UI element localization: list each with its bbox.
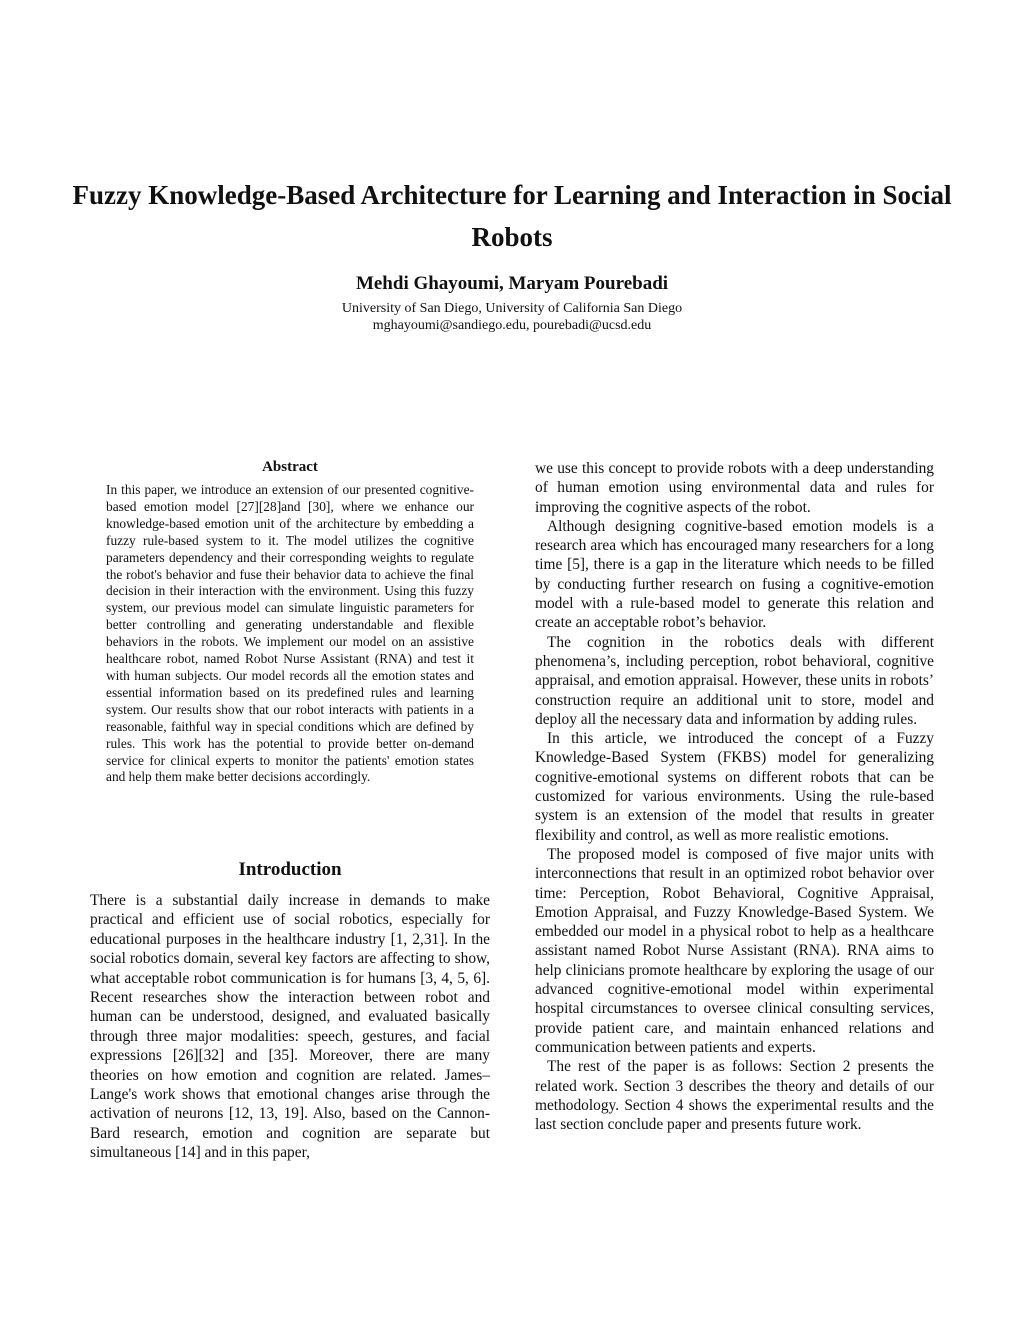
introduction-paragraph-2: Although designing cognitive-based emotion models is a research area which has encouraged many researchers for a long time [5], there is a gap in the literature which needs to be filled by conducting further research on fusing a cognitive-emotion model with a rule-based model to generate this relation and create an acceptable robot’s behavior.	[535, 517, 934, 632]
paper-title: Fuzzy Knowledge-Based Architecture for Learning and Interaction in Social Robots	[72, 180, 952, 252]
introduction-heading: Introduction	[238, 859, 342, 880]
introduction-paragraph-5: The proposed model is composed of five major units with interconnections that result in an optimized robot behavior over time: Perception, Robot Behavioral, Cognitive Appraisal, Emotion Appraisal, and Fuzzy Knowledge-Based System. We embedded our model in a physical robot to help as a healthcare assistant named Robot Nurse Assistant (RNA). RNA aims to help clinicians promote healthcare by exploring the usage of our advanced cognitive-emotional model within experimental hospital circumstances to oversee clinical consulting services, provide patient care, and maintain enhanced relations and communication between patients and experts.	[535, 845, 934, 1056]
introduction-paragraph-1-continued: we use this concept to provide robots with a deep understanding of human emotion using environmental data and rules for improving the cognitive aspects of the robot.	[535, 460, 934, 516]
right-column	[535, 459, 934, 1134]
abstract-heading: Abstract	[262, 459, 318, 475]
introduction-paragraph-1: There is a substantial daily increase in demands to make practical and efficient use of social robotics, especially for educational purposes in the healthcare industry [1, 2,31]. In the social robotics domain, several key factors are affecting to show, what acceptable robot communication is for humans [3, 4, 5, 6]. Recent researches show the interaction between robot and human can be understood, designed, and evaluated basically through three major modalities: speech, gestures, and facial expressions [26][32] and [35]. Moreover, there are many theories on how emotion and cognition are related. James–Lange's work shows that emotional changes arise through the activation of neurons [12, 13, 19]. Also, based on the Cannon-Bard research, emotion and cognition are separate but simultaneous [14] and in this paper,	[90, 892, 490, 1162]
abstract-text: In this paper, we introduce an extension of our presented cognitive-based emotion model [27][28]and [30], where we enhance our knowledge-based emotion unit of the architecture by embedding a fuzzy rule-based system to it. The model utilizes the cognitive parameters dependency and their corresponding weights to regulate the robot's behavior and fuse their behavior data to achieve the final decision in their interaction with the environment. Using this fuzzy system, our previous model can simulate linguistic parameters for better controlling and generating understandable and flexible behaviors in the robots. We implement our model on an assistive healthcare robot, named Robot Nurse Assistant (RNA) and test it with human subjects. Our model records all the emotion states and essential information based on its predefined rules and learning system. Our results show that our robot interacts with patients in a reasonable, faithful way in special conditions which are defined by rules. This work has the potential to provide better on-demand service for clinical experts to monitor the patients' emotion states and help them make better decisions accordingly.	[106, 482, 474, 785]
author-affiliation-block	[60, 300, 964, 334]
author-emails: mghayoumi@sandiego.edu, pourebadi@ucsd.edu	[372, 318, 652, 333]
author-names: Mehdi Ghayoumi, Maryam Pourebadi	[355, 273, 669, 294]
introduction-paragraph-4: In this article, we introduced the concept of a Fuzzy Knowledge-Based System (FKBS) model for generalizing cognitive-emotional systems on different robots that can be customized for various environments. Using the rule-based system is an extension of the model that results in greater flexibility and control, as well as more realistic emotions.	[535, 730, 934, 844]
introduction-paragraph-6: The rest of the paper is as follows: Section 2 presents the related work. Section 3 describes the theory and details of our methodology. Section 4 shows the experimental results and the last section conclude paper and presents future work.	[535, 1058, 934, 1134]
introduction-paragraph-3: The cognition in the robotics deals with different phenomena’s, including perception, robot behavioral, cognitive appraisal, and emotion appraisal. However, these units in robots’ construction require an additional unit to store, model and deploy all the necessary data and information by adding rules.	[535, 633, 935, 728]
affiliation: University of San Diego, University of California San Diego	[341, 301, 683, 316]
